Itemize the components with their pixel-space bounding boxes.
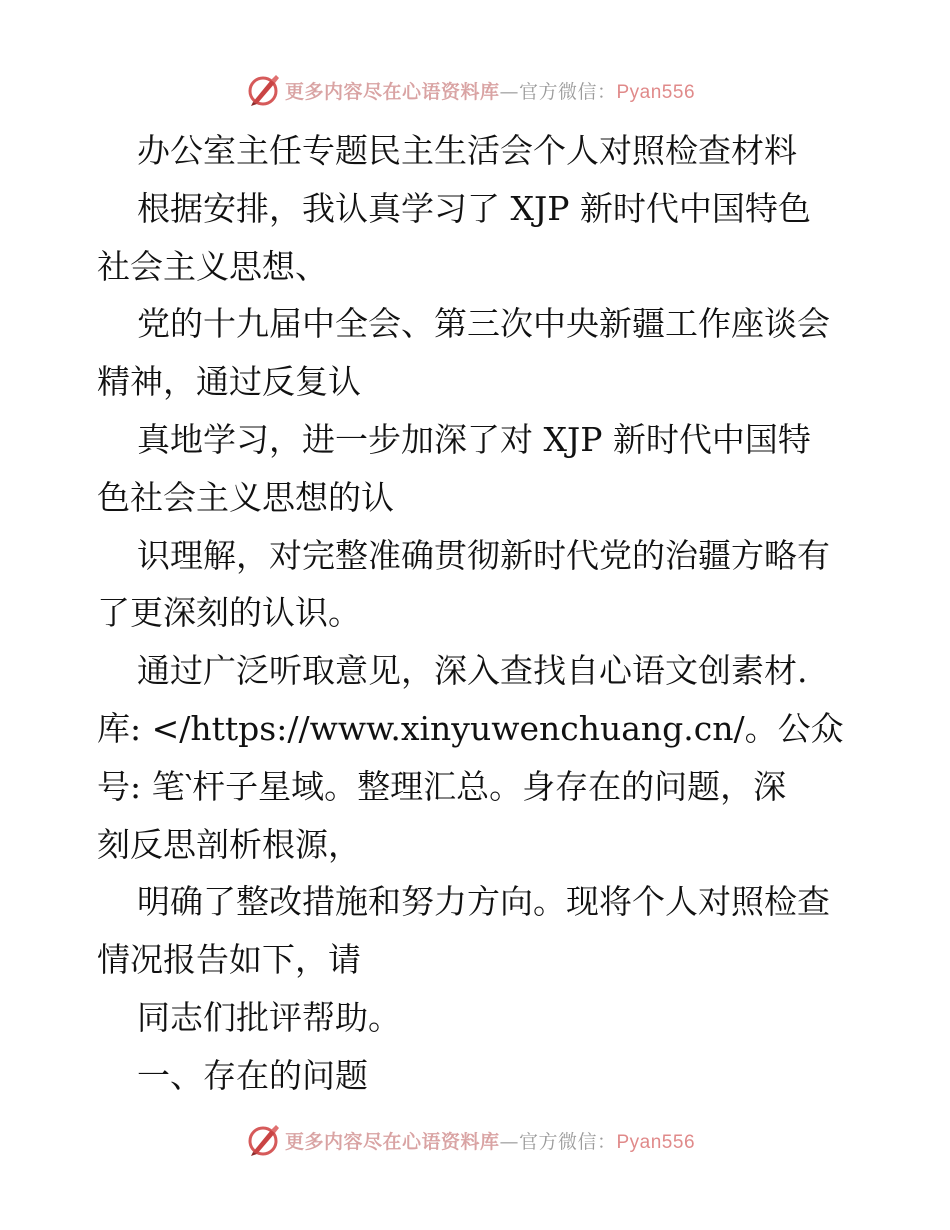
document-line: 办公室主任专题民主生活会个人对照检查材料: [137, 131, 797, 170]
footer-banner-content: [245, 1122, 695, 1158]
footer-banner-text: [285, 1127, 695, 1154]
document-line: 了更深刻的认识。: [97, 593, 361, 633]
footer-banner-main: 更多内容尽在心语资料库: [284, 1130, 500, 1153]
header-banner-separator: —: [499, 80, 519, 103]
document-line: 精神，通过反复认: [97, 362, 361, 402]
document-line: 情况报告如下，请: [97, 940, 361, 980]
footer-banner-official: 官方微信：: [518, 1130, 617, 1153]
footer-banner-wechat-id: Pyan556: [616, 1131, 696, 1153]
document-line: 刻反思剖析根源，: [97, 824, 361, 864]
header-banner-main: 更多内容尽在心语资料库: [284, 80, 500, 103]
pen-logo-icon: [245, 1122, 281, 1158]
document-line: 根据安排，我认真学习了 XJP 新时代中国特色: [137, 188, 811, 228]
document-line: 号: 笔‵杆子星域。整理汇总。身存在的问题，深: [97, 766, 787, 806]
footer-banner-separator: —: [499, 1130, 519, 1153]
document-line: 真地学习，进一步加深了对 XJP 新时代中国特: [137, 419, 811, 459]
document-line: 通过广泛听取意见，深入查找自心语文创素材.: [137, 651, 808, 691]
document-line: 识理解，对完整准确贯彻新时代党的治疆方略有: [137, 535, 830, 575]
header-banner-official: 官方微信：: [518, 80, 617, 103]
header-banner-text: [285, 77, 695, 104]
header-banner: [0, 70, 950, 110]
document-line: 明确了整改措施和努力方向。现将个人对照检查: [137, 882, 830, 922]
header-banner-wechat-id: Pyan556: [616, 81, 696, 103]
footer-banner: [0, 1120, 950, 1160]
document-line: 党的十九届中全会、第三次中央新疆工作座谈会: [137, 304, 830, 344]
document-line: 一、存在的问题: [137, 1055, 368, 1095]
header-banner-content: [245, 72, 695, 108]
document-body: [97, 122, 857, 1105]
document-line: 库: </https://www.xinyuwenchuang.cn/。公众: [97, 708, 844, 748]
pen-logo-icon: [245, 72, 281, 108]
document-line: 同志们批评帮助。: [137, 997, 401, 1037]
document-line: 色社会主义思想的认: [97, 477, 394, 517]
document-line: 社会主义思想、: [97, 246, 328, 286]
